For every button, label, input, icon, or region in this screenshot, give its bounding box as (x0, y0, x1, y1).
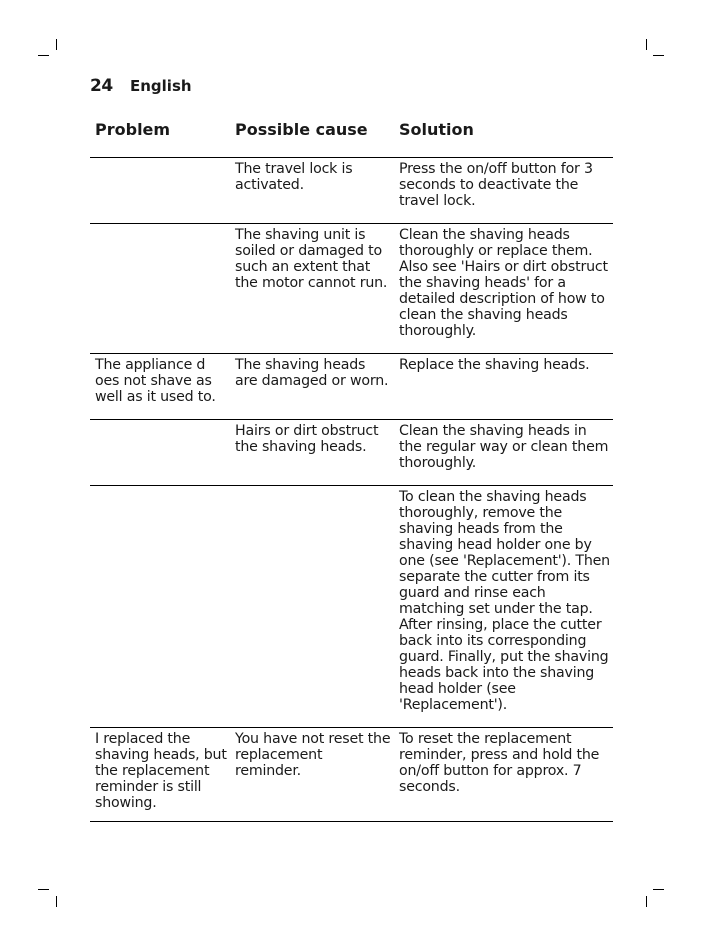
header-solution: Solution (399, 120, 474, 139)
cause-cell: You have not reset the replacement reminder. (230, 728, 394, 822)
crop-mark-bottom-right-v (646, 896, 647, 907)
table-row (90, 486, 613, 728)
solution-cell: Press the on/off button for 3 seconds to deactivate the travel lock. (394, 158, 613, 224)
cause-cell: The shaving unit is soiled or damaged to such an extent that the motor cannot run. (230, 224, 394, 354)
page-number: 24 (90, 76, 113, 96)
table-row (90, 224, 613, 354)
language-label: English (130, 77, 192, 95)
problem-cell (90, 486, 230, 728)
cause-cell: The travel lock is activated. (230, 158, 394, 224)
cause-cell: Hairs or dirt obstruct the shaving heads. (230, 420, 394, 486)
crop-mark-bottom-right-h (653, 889, 664, 890)
header-possible-cause: Possible cause (235, 120, 368, 139)
header-problem: Problem (95, 120, 171, 139)
cause-cell (230, 486, 394, 728)
troubleshooting-table (90, 118, 613, 822)
solution-cell: To reset the replacement reminder, press and hold the on/off button for approx. 7 seconds. (394, 728, 613, 822)
crop-mark-top-left-h (38, 55, 49, 56)
table-header-row (90, 118, 613, 158)
problem-cell (90, 158, 230, 224)
crop-mark-bottom-left-v (56, 896, 57, 907)
problem-cell (90, 420, 230, 486)
cause-cell: The shaving heads are damaged or worn. (230, 354, 394, 420)
table-row (90, 158, 613, 224)
table-row (90, 354, 613, 420)
problem-cell: I replaced the shaving heads, but the replacement reminder is still showing. (90, 728, 230, 822)
solution-cell: Replace the shaving heads. (394, 354, 613, 420)
crop-mark-bottom-left-h (38, 889, 49, 890)
solution-cell: Clean the shaving heads thoroughly or replace them. Also see 'Hairs or dirt obstruct the shaving heads' for a detailed description of how to clean the shaving heads thoroughly. (394, 224, 613, 354)
crop-mark-top-left-v (56, 39, 57, 50)
solution-cell: To clean the shaving heads thoroughly, remove the shaving heads from the shaving head holder one by one (see 'Replacement'). Then separate the cutter from its guard and rinse each matching set under the tap. After rinsing, place the cutter back into its corresponding guard. Finally, put the shaving heads back into the shaving head holder (see 'Replacement'). (394, 486, 613, 728)
problem-cell: The appliance d oes not shave as well as it used to. (90, 354, 230, 420)
table-row (90, 728, 613, 822)
table-row (90, 420, 613, 486)
problem-cell (90, 224, 230, 354)
crop-mark-top-right-h (653, 55, 664, 56)
crop-mark-top-right-v (646, 39, 647, 50)
solution-cell: Clean the shaving heads in the regular way or clean them thoroughly. (394, 420, 613, 486)
